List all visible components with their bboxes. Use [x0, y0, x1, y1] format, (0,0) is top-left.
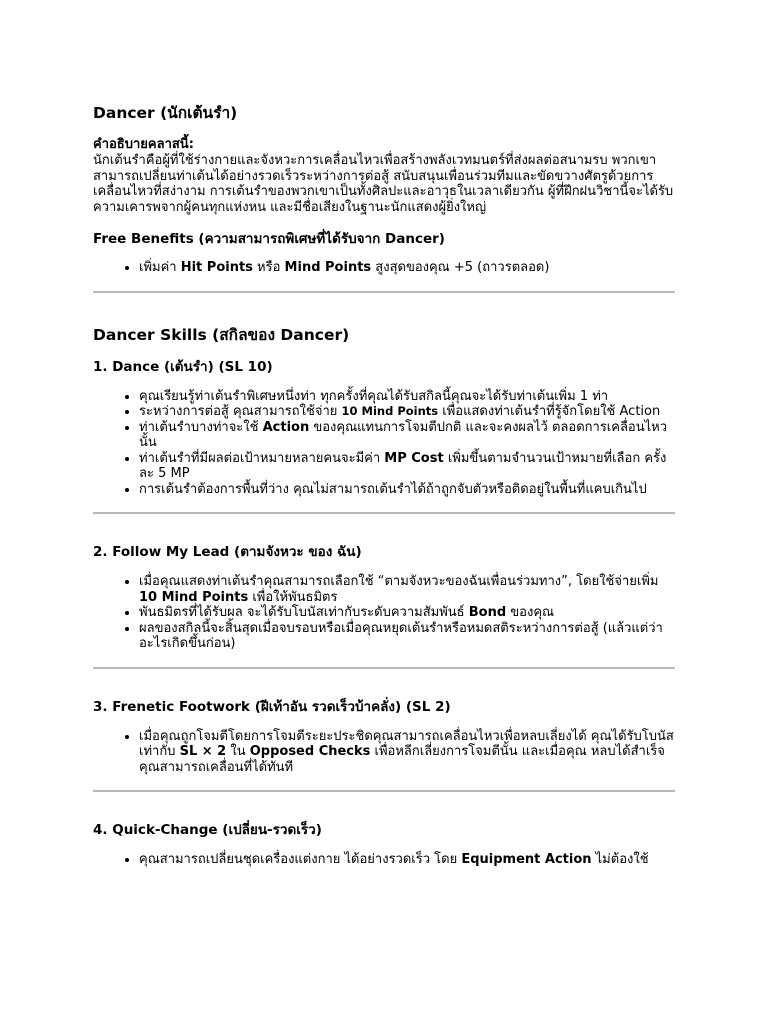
list-item: • คุณสามารถเปลี่ยนชุดเครื่องแต่งกาย ได้อย่างรวดเร็ว โดย Equipment Action ไม่ต้องใช้: [139, 852, 675, 868]
skills-heading: Dancer Skills (สกิลของ Dancer): [93, 325, 350, 344]
list-item: • ท่าเต้นรำบางท่าจะใช้ Action ของคุณแทนการโจมตีปกติ และจะคงผลไว้ ตลอดการเคลื่อนไหวนั้น: [139, 420, 675, 451]
free-benefits-heading: Free Benefits (ความสามารถพิเศษที่ได้รับจาก Dancer): [93, 231, 445, 248]
divider: [93, 291, 675, 293]
divider: [93, 667, 675, 669]
skill-2-list: [93, 574, 675, 652]
list-item: • พันธมิตรที่ได้รับผล จะได้รับโบนัสเท่ากับระดับความสัมพันธ์ Bond ของคุณ: [139, 605, 675, 621]
list-item: • เพิ่มค่า Hit Points หรือ Mind Points สูงสุดของคุณ +5 (ถาวรตลอด): [139, 260, 675, 276]
list-item: • คุณเรียนรู้ท่าเต้นรำพิเศษหนึ่งท่า ทุกครั้งที่คุณได้รับสกิลนี้คุณจะได้รับท่าเต้นเพิ่ม 1 ท่า: [139, 389, 675, 405]
list-item: • ท่าเต้นรำที่มีผลต่อเป้าหมายหลายคนจะมีค่า MP Cost เพิ่มขึ้นตามจำนวนเป้าหมายที่เลือก ครั้งละ 5 MP: [139, 451, 675, 482]
page-title: Dancer (นักเต้นรำ): [93, 104, 238, 122]
intro-label: คำอธิบายคลาสนี้:: [93, 137, 194, 152]
list-item: • ระหว่างการต่อสู้ คุณสามารถใช้จ่าย 10 Mind Points เพื่อแสดงท่าเต้นรำที่รู้จักโดยใช้ Action: [139, 404, 675, 420]
divider: [93, 790, 675, 792]
skill-4-list: [93, 852, 675, 868]
divider: [93, 512, 675, 514]
intro-paragraph: นักเต้นรำคือผู้ที่ใช้ร่างกายและจังหวะการเคลื่อนไหวเพื่อสร้างพลังเวทมนตร์ที่ส่งผลต่อสนามรบ พวกเขาสามารถเปลี่ยนท่าเต้นได้อย่างรวดเร็วระหว่างการต่อสู้ สนับสนุนเพื่อนร่วมทีมและขัดขวางศัตรูด้วยการเคลื่อนไหวที่สง่างาม การเต้นรำของพวกเขาเป็นทั้งศิลปะและอาวุธในเวลาเดียวกัน ผู้ที่ฝึกฝนวิชานี้จะได้รับความเคารพจากผู้คนทุกแห่งหน และมีชื่อเสียงในฐานะนักแสดงผู้ยิ่งใหญ่: [93, 153, 674, 215]
skill-4-heading: 4. Quick-Change (เปลี่ยน-รวดเร็ว): [93, 822, 322, 839]
list-item: • เมื่อคุณแสดงท่าเต้นรำคุณสามารถเลือกใช้ “ตามจังหวะของฉันเพื่อนร่วมทาง”, โดยใช้จ่ายเพิ่ม 10 Mind Points เพื่อให้พันธมิตร: [139, 574, 675, 605]
list-item: • เมื่อคุณถูกโจมตีโดยการโจมตีระยะประชิดคุณสามารถเคลื่อนไหวเพื่อหลบเลี่ยงได้ คุณได้รับโบนัสเท่ากับ SL × 2 ใน Opposed Checks เพื่อหลีกเลี่ยงการโจมตีนั้น และเมื่อคุณ หลบได้สำเร็จ คุณสามารถเคลื่อนที่ได้ทันที: [139, 729, 675, 776]
skill-1-list: [93, 389, 675, 498]
free-benefits-list: [93, 260, 675, 276]
skill-3-list: [93, 729, 675, 776]
document-content: [93, 103, 675, 868]
skill-3-heading: 3. Frenetic Footwork (ฝีเท้าอัน รวดเร็วบ้าคลั่ง) (SL 2): [93, 698, 451, 715]
skill-2-heading: 2. Follow My Lead (ตามจังหวะ ของ ฉัน): [93, 544, 362, 561]
list-item: • ผลของสกิลนี้จะสิ้นสุดเมื่อจบรอบหรือเมื่อคุณหยุดเต้นรำหรือหมดสติระหว่างการต่อสู้ (แล้วแต่ว่าอะไรเกิดขึ้นก่อน): [139, 621, 675, 652]
list-item: • การเต้นรำต้องการพื้นที่ว่าง คุณไม่สามารถเต้นรำได้ถ้าถูกจับตัวหรือติดอยู่ในพื้นที่แคบเกินไป: [139, 482, 675, 498]
skill-1-heading: 1. Dance (เต้นรำ) (SL 10): [93, 358, 273, 375]
